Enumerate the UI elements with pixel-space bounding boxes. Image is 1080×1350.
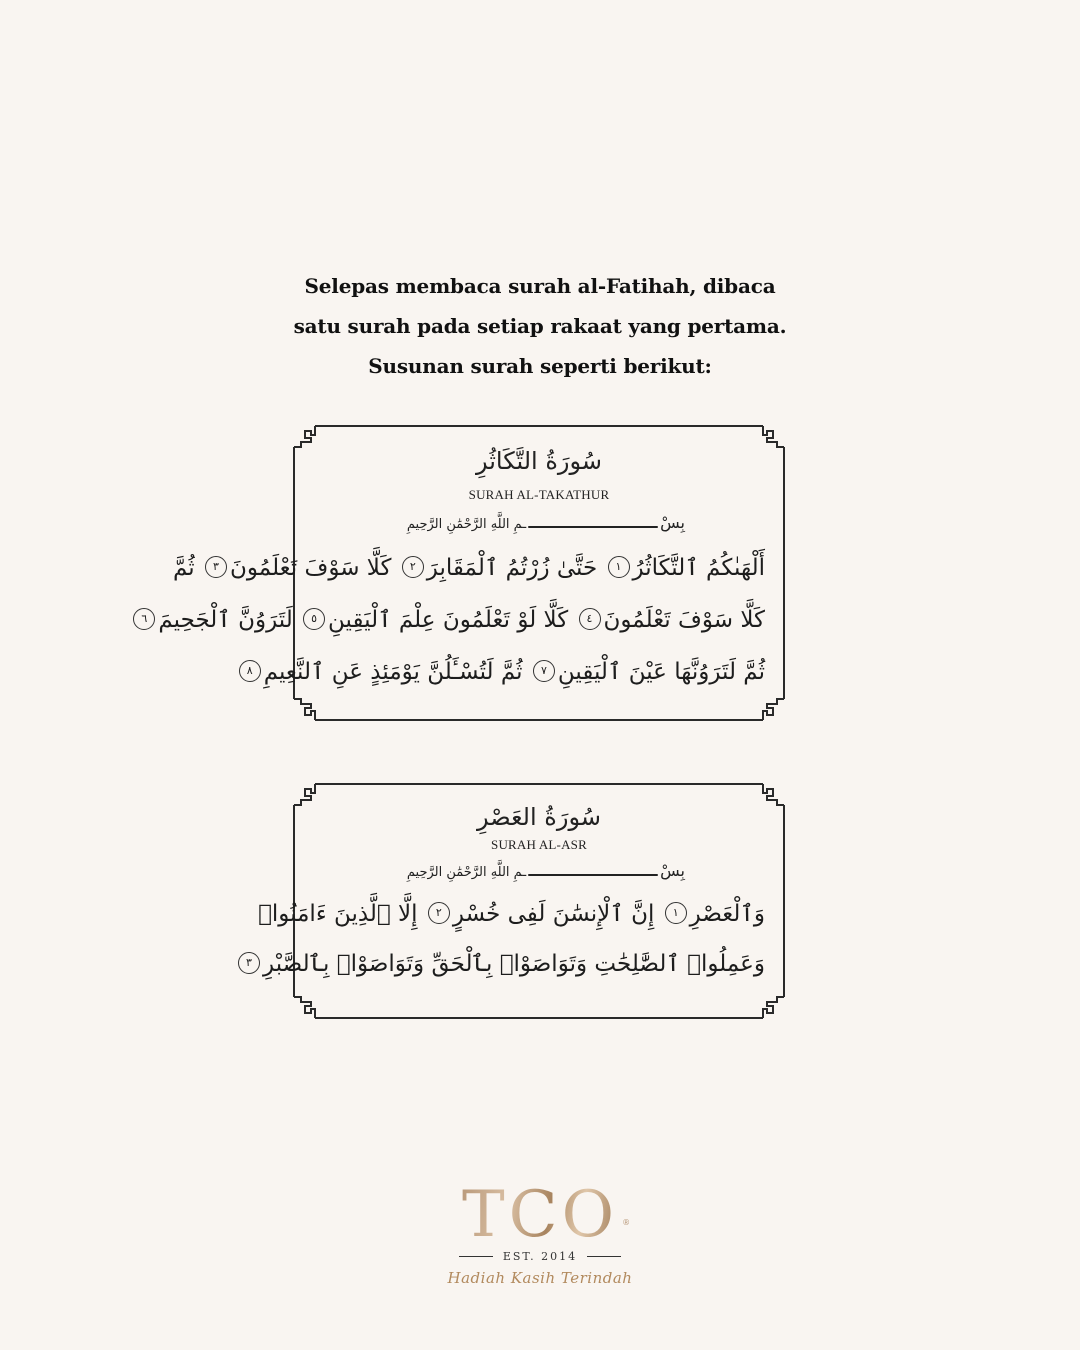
ayah-line bbox=[172, 555, 765, 581]
ayah-number-marker: ٦ bbox=[133, 608, 155, 630]
ayah-text: كَلَّا لَوْ تَعْلَمُونَ عِلْمَ ٱلْيَقِينِ bbox=[328, 607, 569, 633]
divider-right bbox=[587, 1256, 621, 1257]
ayah-text: ثُمَّ لَتُسْـَٔلُنَّ يَوْمَئِذٍ عَنِ ٱلنَّعِيمِ bbox=[263, 659, 523, 685]
ayah-number-marker: ٣ bbox=[205, 556, 227, 578]
ayah-text: كَلَّا سَوْفَ تَعْلَمُونَ bbox=[603, 607, 765, 633]
bismillah-start: بِسْ bbox=[660, 513, 685, 532]
logo-mark-text: TCO bbox=[461, 1178, 619, 1252]
ayah-line bbox=[246, 659, 765, 685]
ayah-number-marker: ٢ bbox=[402, 556, 424, 578]
ayah-number-marker: ٧ bbox=[533, 660, 555, 682]
logo-tagline: Hadiah Kasih Terindah bbox=[447, 1269, 633, 1287]
bismillah-elongation bbox=[528, 874, 658, 876]
bismillah-elongation bbox=[528, 526, 658, 528]
surah-title-latin: SURAH AL-ASR bbox=[491, 837, 587, 852]
ayah-text: إِنَّ ٱلْإِنسَٰنَ لَفِى خُسْرٍ bbox=[452, 901, 655, 927]
ayah-text: حَتَّىٰ زُرْتُمُ ٱلْمَقَابِرَ bbox=[426, 555, 598, 581]
bismillah bbox=[407, 861, 685, 880]
bismillah-end: ـمِ اللَّهِ الرَّحْمَٰنِ الرَّحِيمِ bbox=[406, 865, 527, 880]
ayah-line bbox=[246, 951, 765, 977]
ayah-text: كَلَّا سَوْفَ تَعْلَمُونَ bbox=[230, 555, 392, 581]
intro-line-1: Selepas membaca surah al-Fatihah, dibaca bbox=[304, 274, 776, 298]
surah-card-takathur bbox=[141, 425, 785, 721]
intro-line-3: Susunan surah seperti berikut: bbox=[368, 354, 712, 378]
ayah-text: وَٱلْعَصْرِ bbox=[689, 901, 765, 927]
established-text: EST. 2014 bbox=[502, 1250, 578, 1263]
surah-title-arabic: سُورَةُ التَّكَاثُرِ bbox=[475, 447, 602, 475]
ayah-number-marker: ٣ bbox=[238, 952, 260, 974]
bismillah-end: ـمِ اللَّهِ الرَّحْمَٰنِ الرَّحِيمِ bbox=[406, 517, 527, 532]
divider-left bbox=[459, 1256, 493, 1257]
ayah-text: وَعَمِلُوا۟ ٱلصَّٰلِحَٰتِ وَتَوَاصَوْا۟ بِٱلْحَقِّ وَتَوَاصَوْا۟ بِٱلصَّبْرِ bbox=[263, 951, 765, 977]
ayah-line bbox=[141, 607, 765, 633]
ayah-number-marker: ٢ bbox=[428, 902, 450, 924]
ayah-text: إِلَّا ٱلَّذِينَ ءَامَنُوا۟ bbox=[258, 901, 418, 927]
surah-title-latin: SURAH AL-TAKATHUR bbox=[468, 487, 610, 502]
ayah-number-marker: ٥ bbox=[303, 608, 325, 630]
ayah-number-marker: ٨ bbox=[239, 660, 261, 682]
bismillah-start: بِسْ bbox=[660, 861, 685, 880]
ayah-number-marker: ١ bbox=[608, 556, 630, 578]
logo-wordmark bbox=[461, 1178, 631, 1252]
ayah-text: لَتَرَوُنَّ ٱلْجَحِيمَ bbox=[158, 607, 293, 633]
ayah-text: ثُمَّ لَتَرَوُنَّهَا عَيْنَ ٱلْيَقِينِ bbox=[557, 659, 765, 685]
surah-card-asr bbox=[246, 783, 785, 1019]
ayah-number-marker: ٤ bbox=[579, 608, 601, 630]
intro-line-2: satu surah pada setiap rakaat yang pertama. bbox=[293, 314, 787, 338]
ayah-text: ثُمَّ bbox=[172, 555, 195, 581]
intro-text bbox=[0, 266, 1080, 386]
brand-logo bbox=[440, 1180, 640, 1287]
surah-title-arabic: سُورَةُ العَصْرِ bbox=[477, 803, 601, 831]
ayah-line bbox=[258, 901, 765, 927]
ayah-text: أَلْهَىٰكُمُ ٱلتَّكَاثُرُ bbox=[632, 555, 765, 581]
registered-trademark-icon: ® bbox=[622, 1218, 631, 1227]
ayah-number-marker: ١ bbox=[665, 902, 687, 924]
bismillah bbox=[407, 513, 685, 532]
